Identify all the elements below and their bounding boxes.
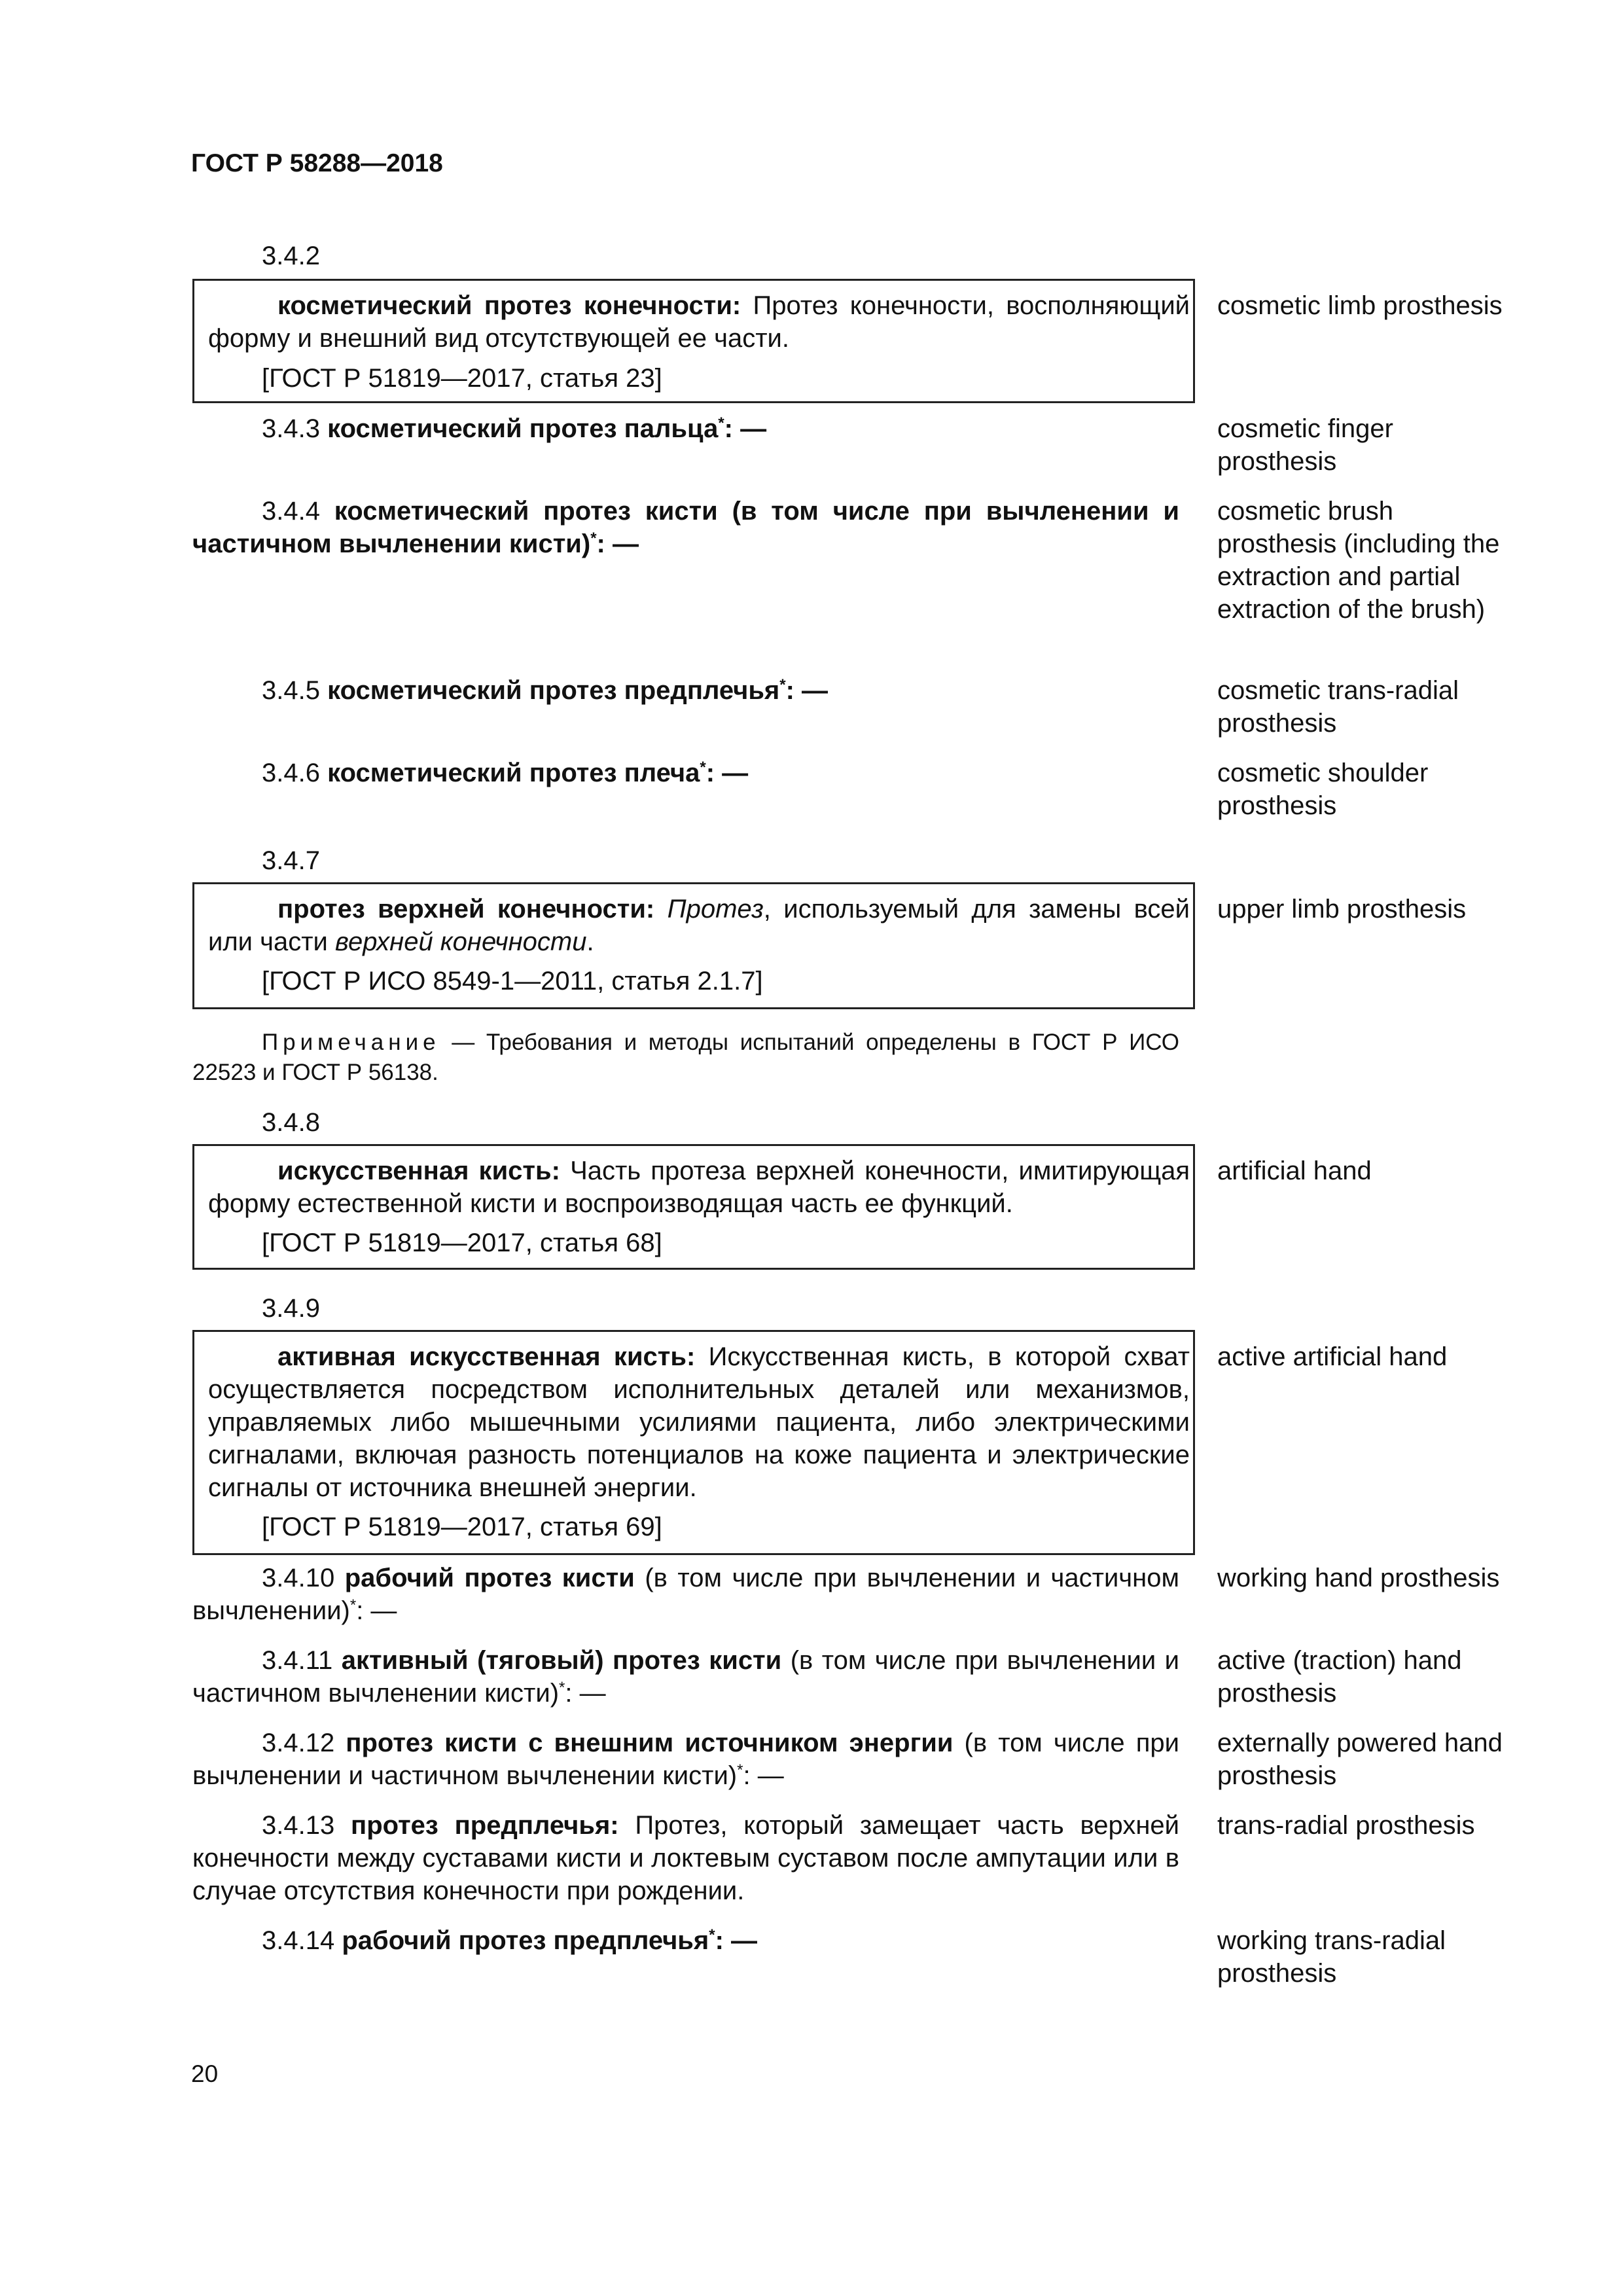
definition-text-3-4-2: Протез конечности, восполняющий форму и внешний вид отсутствующей ее части. [208, 291, 1190, 353]
source-3-4-2: [ГОСТ Р 51819—2017, статья 23] [262, 364, 662, 393]
term-tail-3-4-12: : — [743, 1761, 784, 1790]
definition-3-4-14 [192, 1924, 1179, 1957]
term-tail-3-4-3: : — [724, 414, 767, 443]
page-number: 20 [191, 2060, 219, 2087]
term-qualifier-3-4-11: (в том числе при вычленении и частичном вычленении кисти) [192, 1646, 1179, 1708]
note-text: — Требования и методы испытаний определены в ГОСТ Р ИСО 22523 и ГОСТ Р 56138. [192, 1030, 1179, 1085]
term-3-4-7: протез верхней конечности: [277, 895, 655, 924]
definition-3-4-7 [208, 893, 1190, 958]
footnote-mark-3-4-3: * [718, 414, 724, 432]
term-3-4-6: косметический протез плеча [327, 759, 700, 787]
footnote-mark-3-4-5: * [779, 676, 786, 694]
english-term-3-4-13: trans-radial prosthesis [1217, 1811, 1475, 1840]
term-3-4-11: активный (тяговый) протез кисти [341, 1646, 782, 1675]
english-term-3-4-6: cosmetic shoulder prosthesis [1217, 759, 1429, 820]
definition-3-4-9 [208, 1340, 1190, 1504]
term-3-4-9: активная искусственная кисть: [277, 1342, 696, 1371]
term-number-3-4-5: 3.4.5 [262, 676, 320, 705]
term-number-3-4-3: 3.4.3 [262, 414, 320, 443]
definition-text-3-4-8: Часть протеза верхней конечности, имитирующая форму естественной кисти и воспроизводящая часть ее функций. [208, 1157, 1190, 1218]
definition-end-3-4-7: . [586, 927, 594, 956]
definition-italic-upper-limb: верхней конечности [335, 927, 587, 956]
term-3-4-10: рабочий протез кисти [344, 1564, 635, 1592]
note-3-4-7 [192, 1028, 1179, 1088]
definition-3-4-2 [208, 289, 1190, 355]
definition-3-4-13 [192, 1809, 1179, 1907]
english-term-3-4-10: working hand prosthesis [1217, 1564, 1500, 1592]
term-3-4-5: косметический протез предплечья [327, 676, 780, 705]
definition-text-3-4-13: Протез, который замещает часть верхней конечности между суставами кисти и локтевым суставом после ампутации или в случае отсутствия конечности при рождении. [192, 1811, 1180, 1905]
term-tail-3-4-4: : — [596, 529, 639, 558]
english-term-3-4-4: cosmetic brush prosthesis (including the extraction and partial extraction of the brush) [1217, 497, 1500, 624]
english-term-3-4-3: cosmetic finger prosthesis [1217, 414, 1393, 476]
footnote-mark-3-4-14: * [709, 1926, 715, 1944]
term-number-3-4-10: 3.4.10 [262, 1564, 335, 1592]
term-tail-3-4-10: : — [356, 1596, 397, 1625]
term-number-3-4-12: 3.4.12 [262, 1729, 335, 1757]
term-number-3-4-13: 3.4.13 [262, 1811, 335, 1840]
source-3-4-9: [ГОСТ Р 51819—2017, статья 69] [262, 1513, 662, 1541]
term-tail-3-4-6: : — [705, 759, 749, 787]
english-term-3-4-14: working trans-radial prosthesis [1217, 1926, 1446, 1988]
definition-3-4-11 [192, 1644, 1179, 1710]
term-number-3-4-9: 3.4.9 [262, 1294, 320, 1323]
term-3-4-12: протез кисти с внешним источником энергии [346, 1729, 954, 1757]
term-number-3-4-11: 3.4.11 [262, 1646, 333, 1675]
english-term-3-4-11: active (traction) hand prosthesis [1217, 1646, 1462, 1708]
definition-text-3-4-9: Искусственная кисть, в которой схват осуществляется посредством исполнительных деталей или механизмов, управляемых либо мышечными усилиями пациента, либо электрическими сигналами, включая разность потенциалов на коже пациента и электрические сигналы от источника внешней энергии. [208, 1342, 1190, 1502]
footnote-mark-3-4-11: * [559, 1679, 565, 1696]
definition-3-4-5 [192, 674, 1179, 707]
term-number-3-4-14: 3.4.14 [262, 1926, 335, 1955]
definition-italic-prosthesis: Протез [667, 895, 764, 924]
term-number-3-4-7: 3.4.7 [262, 846, 320, 875]
term-3-4-2: косметический протез конечности: [277, 291, 741, 320]
term-3-4-4: косметический протез кисти (в том числе при вычленении и частичном вычленении кисти) [192, 497, 1179, 558]
definition-3-4-4 [192, 495, 1179, 560]
term-tail-3-4-11: : — [565, 1679, 606, 1708]
term-3-4-13: протез предплечья: [351, 1811, 619, 1840]
english-term-3-4-5: cosmetic trans-radial prosthesis [1217, 676, 1459, 738]
term-tail-3-4-5: : — [785, 676, 829, 705]
definition-3-4-10 [192, 1562, 1179, 1627]
definition-3-4-12 [192, 1727, 1179, 1792]
footnote-mark-3-4-12: * [737, 1761, 743, 1779]
term-3-4-8: искусственная кисть: [277, 1157, 560, 1185]
definition-3-4-3 [192, 412, 1179, 445]
document-header: ГОСТ Р 58288—2018 [191, 149, 443, 177]
term-qualifier-3-4-10: (в том числе при вычленении и частичном вычленении) [192, 1564, 1179, 1625]
note-label: Примечание [262, 1030, 440, 1055]
source-3-4-7: [ГОСТ Р ИСО 8549-1—2011, статья 2.1.7] [262, 967, 763, 996]
term-number-3-4-8: 3.4.8 [262, 1108, 320, 1137]
footnote-mark-3-4-10: * [349, 1596, 357, 1614]
footnote-mark-3-4-6: * [700, 759, 706, 776]
english-term-3-4-9: active artificial hand [1217, 1342, 1448, 1371]
english-term-3-4-7: upper limb prosthesis [1217, 895, 1467, 924]
term-number-3-4-4: 3.4.4 [262, 497, 320, 526]
definition-3-4-6 [192, 757, 1179, 789]
term-number-3-4-6: 3.4.6 [262, 759, 320, 787]
footnote-mark-3-4-4: * [590, 529, 597, 547]
english-term-3-4-8: artificial hand [1217, 1157, 1372, 1185]
term-tail-3-4-14: : — [715, 1926, 758, 1955]
term-3-4-3: косметический протез пальца [327, 414, 719, 443]
definition-text-3-4-7: , используемый для замены всей или части [208, 895, 1190, 956]
term-number-3-4-2: 3.4.2 [262, 242, 320, 270]
english-term-3-4-2: cosmetic limb prosthesis [1217, 291, 1503, 320]
source-3-4-8: [ГОСТ Р 51819—2017, статья 68] [262, 1229, 662, 1257]
english-term-3-4-12: externally powered hand prosthesis [1217, 1729, 1503, 1790]
term-qualifier-3-4-12: (в том числе при вычленении и частичном вычленении кисти) [192, 1729, 1179, 1790]
definition-3-4-8 [208, 1155, 1190, 1220]
term-3-4-14: рабочий протез предплечья [342, 1926, 709, 1955]
